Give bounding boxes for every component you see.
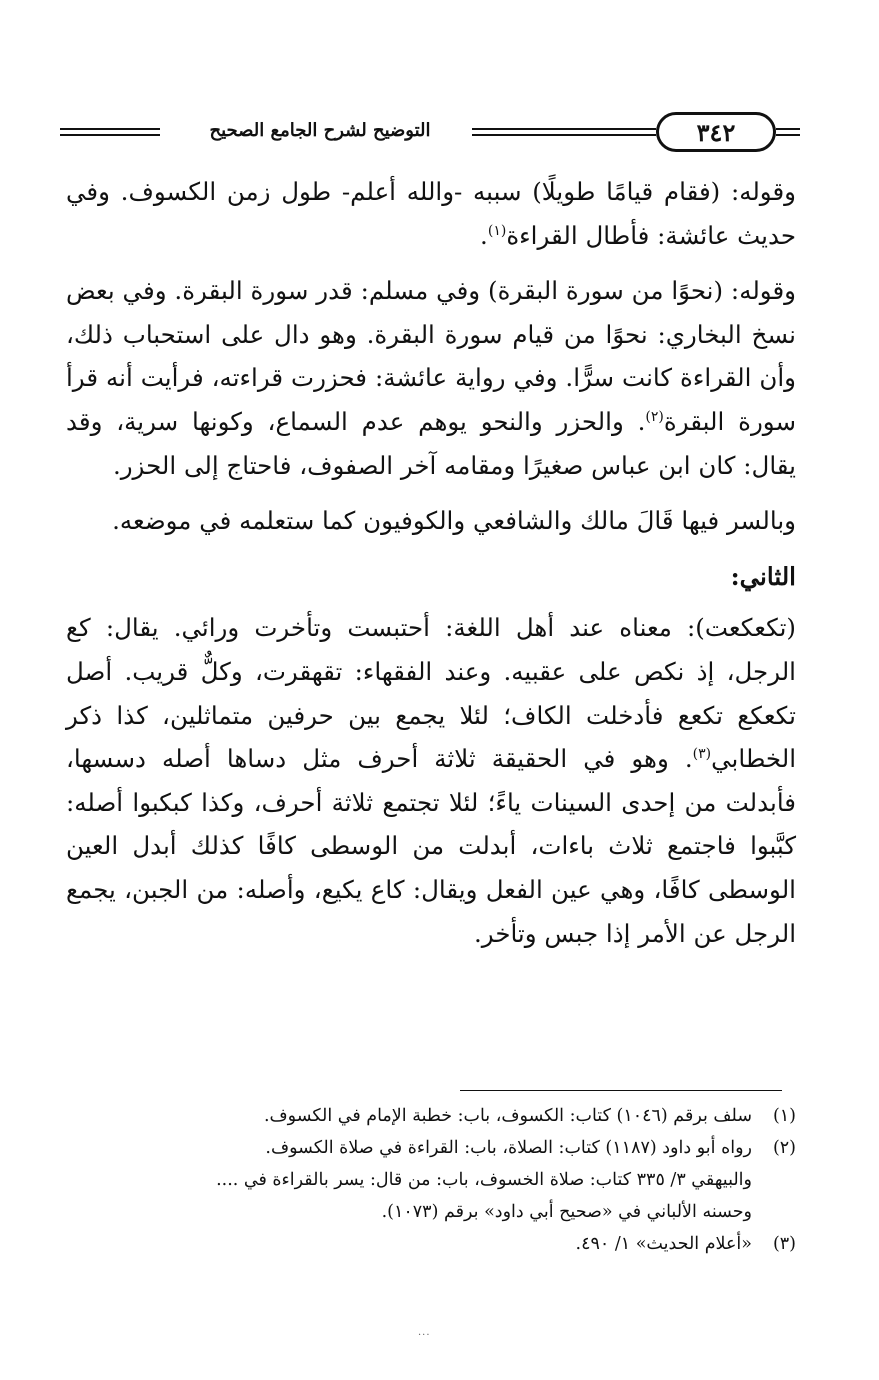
footnote-2-cont-1: والبيهقي ٣/ ٣٣٥ كتاب: صلاة الخسوف، باب: من قال: يسر بالقراءة في .... xyxy=(216,1170,752,1190)
footnote-text: «أعلام الحديث» ١/ ٤٩٠. xyxy=(575,1234,752,1254)
footnote-text: سلف برقم (١٠٤٦) كتاب: الكسوف، باب: خطبة الإمام في الكسوف. xyxy=(263,1106,752,1126)
footnote-text: رواه أبو داود (١١٨٧) كتاب: الصلاة، باب: القراءة في صلاة الكسوف. xyxy=(265,1138,752,1158)
footnote-number: (٢) xyxy=(772,1138,796,1158)
main-text xyxy=(66,170,796,967)
footnote-number: (٣) xyxy=(772,1234,796,1254)
footnote-separator xyxy=(460,1090,782,1091)
footnote-ref-2[interactable]: (٢) xyxy=(645,408,664,425)
footnote-2 xyxy=(66,1132,796,1164)
header-rule-right-bottom xyxy=(776,134,800,136)
footnote-ref-1[interactable]: (١) xyxy=(487,222,507,239)
header-rule-mid-top xyxy=(472,128,656,130)
footnote-ref-3[interactable]: (٣) xyxy=(692,745,712,762)
page-dot-mark: ··· xyxy=(418,1330,431,1341)
running-title: التوضيح لشرح الجامع الصحيح xyxy=(209,120,431,141)
page-number: ٣٤٢ xyxy=(656,112,776,152)
footnote-1 xyxy=(66,1100,796,1132)
paragraph-3: وبالسر فيها قَالَ مالك والشافعي والكوفيون كما ستعلمه في موضعه. xyxy=(112,506,796,536)
paragraph-4: (تكعكعت): معناه عند أهل اللغة: أحتبست وتأخرت ورائي. يقال: كع الرجل، إذ نكص على عقبيه. وعند الفقهاء: تقهقرت، وكلٌّ قريب. أصل تكعكع تكعع فأدخلت الكاف؛ لئلا يجمع بين حرفين متماثلين، كذا ذكر الخطابي$^{(٣)}$. وهو في الحقيقة ثلاثة أحرف مثل دساها أصله دسسها، فأبدلت من إحدى السينات ياءً؛ لئلا تجتمع ثلاثة أحرف، وكذا كبكبوا أصله: كبَّبوا فاجتمع ثلاث باءات، أبدلت من الوسطى كافًا كذلك أبدل العين الوسطى كافًا، وهي عين الفعل ويقال: كاع يكيع، وأصله: من الجبن، يجمع الرجل عن الأمر إذا جبس وتأخر. xyxy=(66,613,796,948)
page-header xyxy=(60,112,800,154)
header-rule-right-top xyxy=(776,128,800,130)
footnote-3 xyxy=(66,1228,796,1260)
header-rule-left-bottom xyxy=(60,134,160,136)
footnote-number: (١) xyxy=(772,1106,796,1126)
footnotes xyxy=(66,1100,796,1260)
section-heading: الثاني: xyxy=(730,561,796,591)
paragraph-1: وقوله: (فقام قيامًا طويلًا) سببه -والله أعلم- طول زمن الكسوف. وفي حديث عائشة: فأطال القراءة$^{(١)}$. xyxy=(66,177,796,250)
header-rule-left-top xyxy=(60,128,160,130)
header-rule-mid-bottom xyxy=(472,134,656,136)
paragraph-2: وقوله: (نحوًا من سورة البقرة) وفي مسلم: قدر سورة البقرة. وفي بعض نسخ البخاري: نحوًا من قيام سورة البقرة. وهو دال على استحباب ذلك، وأن القراءة كانت سرًّا. وفي رواية عائشة: فحزرت قراءته، فرأيت أنه قرأ سورة البقرة$^{(٢)}$. والحزر والنحو يوهم عدم السماع، وكونها سرية، وقد يقال: كان ابن عباس صغيرًا ومقامه آخر الصفوف، فاحتاج إلى الحزر. xyxy=(66,276,796,480)
footnote-2-cont-2: وحسنه الألباني في «صحيح أبي داود» برقم (١٠٧٣). xyxy=(381,1202,752,1222)
